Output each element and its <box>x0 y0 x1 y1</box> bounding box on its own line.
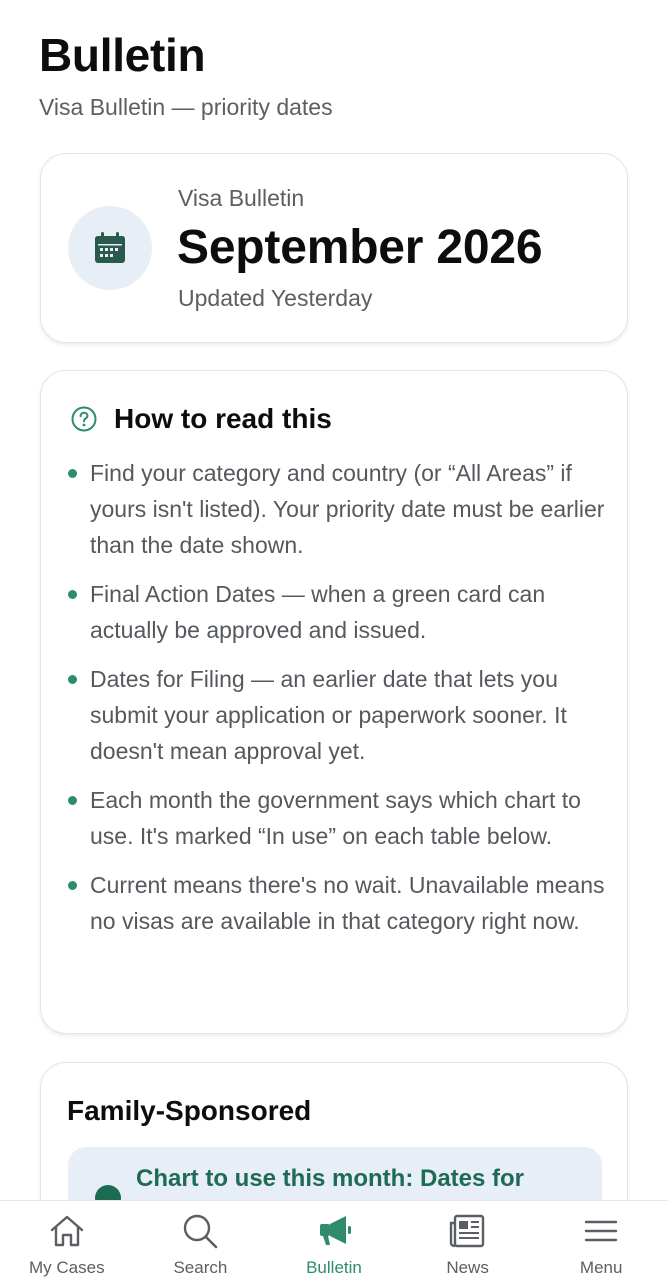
bullet-dot-icon <box>68 590 77 599</box>
list-item-text: Current means there's no wait. Unavailable means no visas are available in that category right now. <box>90 872 605 934</box>
how-to-read-list <box>68 455 608 952</box>
tab-label: News <box>446 1258 489 1277</box>
calendar-icon <box>92 230 128 266</box>
chart-in-use-banner <box>68 1147 602 1200</box>
family-sponsored-title: Family-Sponsored <box>67 1095 312 1126</box>
how-to-read-title: How to read this <box>114 403 332 434</box>
tab-my-cases[interactable] <box>0 1201 134 1280</box>
bullet-dot-icon <box>68 469 77 478</box>
megaphone-icon <box>314 1211 354 1251</box>
hamburger-menu-icon <box>581 1211 621 1251</box>
page-title: Bulletin <box>39 29 206 81</box>
bulletin-label: Visa Bulletin <box>178 185 305 211</box>
how-to-read-card <box>40 370 628 1034</box>
bulletin-updated-status: Updated Yesterday <box>178 285 373 311</box>
tab-bulletin[interactable] <box>267 1201 401 1280</box>
tab-label: Search <box>173 1258 228 1277</box>
chart-in-use-text: Chart to use this month: Dates for <box>136 1165 525 1192</box>
list-item-text: Each month the government says which chart to use. It's marked “In use” on each table below. <box>90 787 581 849</box>
bullet-dot-icon <box>68 796 77 805</box>
list-item-text: Final Action Dates — when a green card can actually be approved and issued. <box>90 581 546 643</box>
check-circle-icon <box>95 1185 121 1200</box>
tab-label: Bulletin <box>306 1258 362 1277</box>
search-icon <box>180 1211 220 1251</box>
tab-menu[interactable] <box>534 1201 668 1280</box>
tab-news[interactable] <box>401 1201 535 1280</box>
tab-search[interactable] <box>134 1201 268 1280</box>
list-item-text: Dates for Filing — an earlier date that lets you submit your application or paperwork sooner. It doesn't mean approval yet. <box>90 666 567 764</box>
how-to-read-header <box>71 403 332 435</box>
tab-label: My Cases <box>29 1258 105 1277</box>
list-item <box>68 455 608 563</box>
question-circle-icon <box>71 406 97 432</box>
page-subtitle: Visa Bulletin — priority dates <box>39 94 333 120</box>
list-item <box>68 661 608 769</box>
bottom-tab-bar <box>0 1200 668 1280</box>
bullet-dot-icon <box>68 881 77 890</box>
current-bulletin-card[interactable] <box>40 153 628 343</box>
family-sponsored-card <box>40 1062 628 1200</box>
list-item <box>68 867 608 939</box>
bulletin-month: September 2026 <box>177 221 543 274</box>
list-item-text: Find your category and country (or “All Areas” if yours isn't listed). Your priority date must be earlier than the date shown. <box>90 460 605 558</box>
list-item <box>68 782 608 854</box>
house-icon <box>47 1211 87 1251</box>
newspaper-icon <box>448 1211 488 1251</box>
list-item <box>68 576 608 648</box>
tab-label: Menu <box>579 1258 623 1277</box>
bullet-dot-icon <box>68 675 77 684</box>
calendar-icon-badge <box>68 206 152 290</box>
